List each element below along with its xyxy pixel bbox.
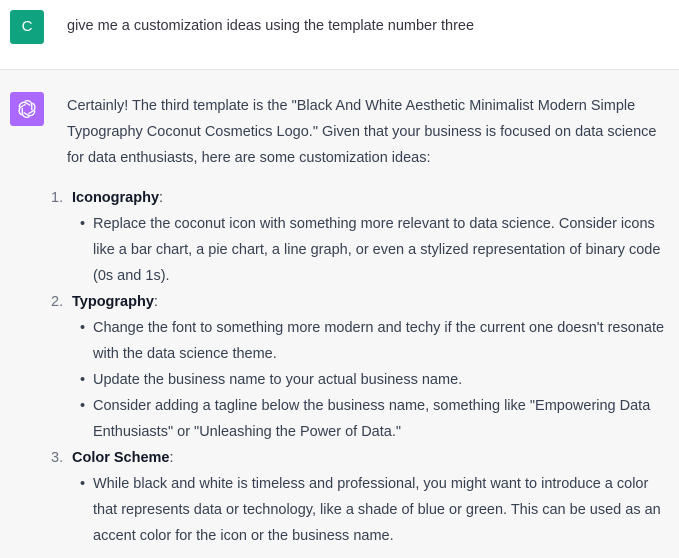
section-title-suffix: : (169, 450, 174, 466)
bullet-text: Consider adding a tagline below the business name, something like "Empowering Data Enthusiasts" or "Unleashing the Power of Data." (93, 398, 651, 440)
section-title: Color Scheme (72, 450, 170, 466)
customization-list (51, 185, 675, 549)
assistant-intro: Certainly! The third template is the "Black And White Aesthetic Minimalist Modern Simple Typography Coconut Cosmetics Logo." Given that your business is focused on data science for data enthusiasts, here are some customization ideas: (67, 98, 657, 166)
list-item (80, 367, 675, 393)
bullet-text: While black and white is timeless and professional, you might want to introduce a color that represents data or technology, like a shade of blue or green. This can be used as an accent color for the icon or the business name. (93, 476, 661, 544)
bullet-dot-icon: • (80, 398, 86, 414)
user-message-row (0, 0, 679, 70)
assistant-message-content (51, 93, 675, 549)
section-number: 2. (51, 294, 64, 310)
section-bullets (72, 211, 675, 289)
list-item (80, 393, 675, 445)
bullet-text: Change the font to something more modern and techy if the current one doesn't resonate with the data science theme. (93, 320, 665, 362)
list-item (80, 315, 675, 367)
section-title-suffix: : (159, 190, 164, 206)
assistant-message-row (0, 70, 679, 558)
section-number: 1. (51, 190, 64, 206)
section-title: Iconography (72, 190, 160, 206)
section-bullets (72, 315, 675, 445)
section-typography (51, 289, 675, 445)
bullet-dot-icon: • (80, 320, 86, 336)
openai-logo-icon (16, 98, 38, 120)
bullet-text: Update the business name to your actual business name. (93, 372, 463, 388)
list-item (80, 211, 675, 289)
section-color-scheme (51, 445, 675, 549)
list-item (80, 471, 675, 549)
section-bullets (72, 471, 675, 549)
bullet-dot-icon: • (80, 372, 86, 388)
bullet-dot-icon: • (80, 216, 86, 232)
section-title-suffix: : (153, 294, 158, 310)
bullet-dot-icon: • (80, 476, 86, 492)
user-message-text: give me a customization ideas using the template number three (67, 18, 475, 34)
assistant-avatar (10, 92, 44, 126)
section-title: Typography (72, 294, 154, 310)
section-number: 3. (51, 450, 64, 466)
user-avatar: C (10, 10, 44, 44)
section-iconography (51, 185, 675, 289)
bullet-text: Replace the coconut icon with something more relevant to data science. Consider icons like a bar chart, a pie chart, a line graph, or even a stylized representation of binary code (0s and 1s). (93, 216, 661, 284)
